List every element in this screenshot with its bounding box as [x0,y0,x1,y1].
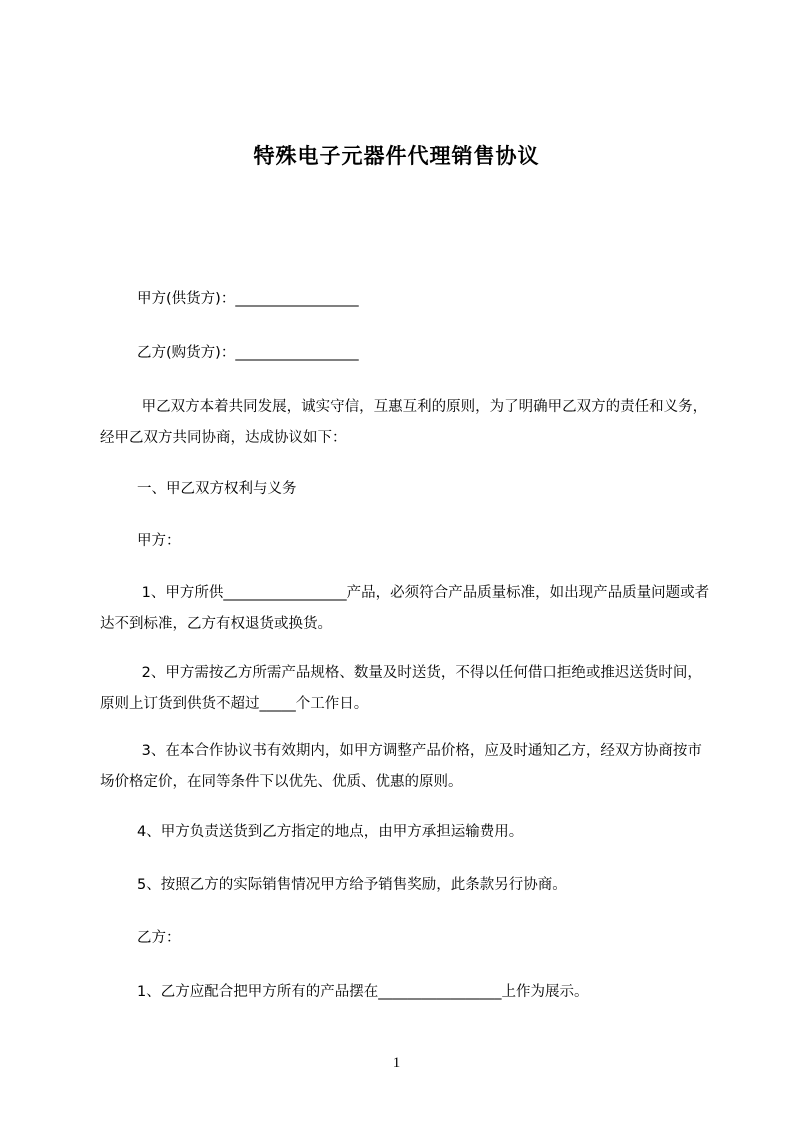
party-a-label: 甲方： [137,533,181,549]
page-number: 1 [392,1055,401,1071]
clause-paragraph: 1、乙方应配合把甲方所有的产品摆在_________________上作为展示。 [137,984,589,1000]
party-a-line: 甲方(供货方)：_________________ [137,291,359,307]
clause-paragraph: 4、甲方负责送货到乙方指定的地点，由甲方承担运输费用。 [137,824,524,840]
clause-paragraph: 1、甲方所供_________________产品，必须符合产品质量标准，如出现产品质量问题或者达不到标准，乙方有权退货或换货。 [100,585,710,632]
document-title: 特殊电子元器件代理销售协议 [253,144,540,168]
clause-paragraph: 3、在本合作协议书有效期内，如甲方调整产品价格，应及时通知乙方，经双方协商按市场价格定价，在同等条件下以优先、优质、优惠的原则。 [100,743,702,790]
party-b-label: 乙方： [137,930,181,946]
clause-paragraph: 5、按照乙方的实际销售情况甲方给予销售奖励，此条款另行协商。 [137,877,567,893]
clause-paragraph: 2、甲方需按乙方所需产品规格、数量及时送货，不得以任何借口拒绝或推迟送货时间，原则上订货到供货不超过_____个工作日。 [100,665,702,712]
intro-paragraph: 甲乙双方本着共同发展，诚实守信，互惠互利的原则，为了明确甲乙双方的责任和义务，经甲乙双方共同协商，达成协议如下： [100,399,708,446]
party-b-line: 乙方(购货方)：_________________ [137,345,359,361]
section-heading: 一、甲乙双方权利与义务 [137,481,297,497]
